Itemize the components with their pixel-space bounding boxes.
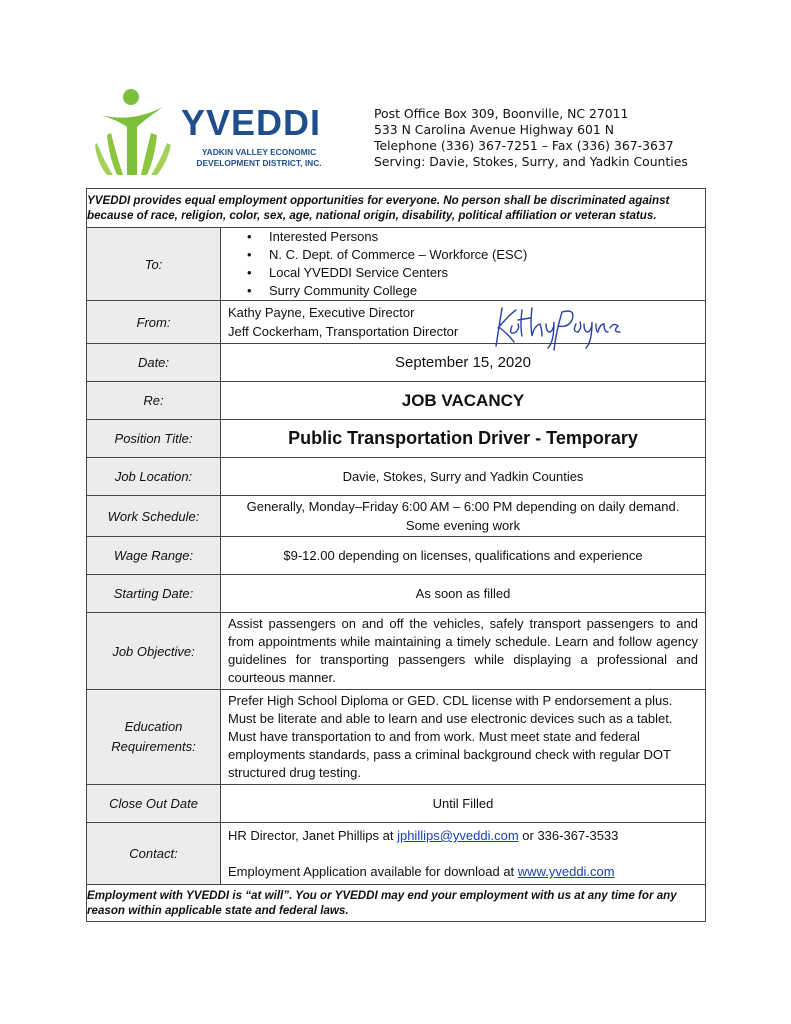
table-row <box>87 613 706 690</box>
schedule-label: Work Schedule: <box>87 496 221 537</box>
education-label <box>87 690 221 785</box>
table-row <box>87 189 706 228</box>
contact-phone: or 336-367-3533 <box>518 828 619 843</box>
address-line: 533 N Carolina Avenue Highway 601 N <box>374 122 615 137</box>
table-row <box>87 537 706 575</box>
closeout-value: Until Filled <box>221 785 706 823</box>
application-line <box>221 847 705 883</box>
logo-subtitle-line1: YADKIN VALLEY ECONOMIC <box>201 147 317 157</box>
position-label: Position Title: <box>87 420 221 458</box>
education-text: Prefer High School Diploma or GED. CDL license with P endorsement a plus. Must be literate and able to learn and use electronic devices such as a tablet. Must have transportation to and from work. Must meet state and federal employments standards, pass a criminal background check with regular DOT structured drug testing. <box>228 693 673 780</box>
table-row <box>87 690 706 785</box>
schedule-line: Generally, Monday–Friday 6:00 AM – 6:00 PM depending on daily demand. <box>246 499 680 514</box>
to-value <box>221 228 706 301</box>
table-row <box>87 496 706 537</box>
email-link[interactable]: jphillips@yveddi.com <box>397 828 519 843</box>
contact-line <box>221 823 705 847</box>
from-line: Jeff Cockerham, Transportation Director <box>228 324 459 339</box>
logo-figure-icon <box>93 87 185 179</box>
eeo-notice: YVEDDI provides equal employment opportunities for everyone. No person shall be discriminated against because of race, religion, color, sex, age, national origin, disability, political affiliation or veteran status. <box>87 189 706 228</box>
address-line: Post Office Box 309, Boonville, NC 27011 <box>374 106 629 121</box>
recipient-list <box>221 228 705 300</box>
table-row <box>87 823 706 885</box>
table-row <box>87 228 706 301</box>
logo-subtitle <box>179 147 339 169</box>
contact-prefix: HR Director, Janet Phillips at <box>228 828 398 843</box>
to-label: To: <box>87 228 221 301</box>
schedule-line: Some evening work <box>405 518 521 533</box>
table-row <box>87 382 706 420</box>
location-value: Davie, Stokes, Surry and Yadkin Counties <box>221 458 706 496</box>
wage-label: Wage Range: <box>87 537 221 575</box>
logo-wordmark: YVEDDI <box>181 102 322 143</box>
education-cell <box>221 690 706 785</box>
objective-cell <box>221 613 706 690</box>
education-label-line1: Education <box>124 719 183 734</box>
table-row <box>87 885 706 922</box>
date-value: September 15, 2020 <box>221 344 706 382</box>
schedule-value <box>221 496 706 537</box>
from-line: Kathy Payne, Executive Director <box>228 305 415 320</box>
starting-label: Starting Date: <box>87 575 221 613</box>
from-label: From: <box>87 301 221 344</box>
logo-subtitle-line2: DEVELOPMENT DISTRICT, INC. <box>196 158 322 168</box>
from-value <box>221 301 706 344</box>
table-row <box>87 420 706 458</box>
job-vacancy-table <box>86 188 706 922</box>
re-value: JOB VACANCY <box>221 382 706 420</box>
contact-label: Contact: <box>87 823 221 885</box>
yveddi-logo <box>93 87 338 179</box>
contact-cell <box>221 823 706 885</box>
at-will-notice: Employment with YVEDDI is “at will”. You or YVEDDI may end your employment with us at any time for any reason within applicable state and federal laws. <box>87 885 706 922</box>
table-row <box>87 458 706 496</box>
list-item: • Interested Persons <box>269 228 705 246</box>
objective-label: Job Objective: <box>87 613 221 690</box>
address-line: Serving: Davie, Stokes, Surry, and Yadkin Counties <box>374 154 688 169</box>
table-row <box>87 575 706 613</box>
address-line: Telephone (336) 367-7251 – Fax (336) 367-3637 <box>374 138 674 153</box>
closeout-label: Close Out Date <box>87 785 221 823</box>
list-item: • N. C. Dept. of Commerce – Workforce (ESC) <box>269 246 705 264</box>
signature-kathy-payne <box>492 302 622 352</box>
wage-value: $9-12.00 depending on licenses, qualifications and experience <box>221 537 706 575</box>
re-label: Re: <box>87 382 221 420</box>
education-label-line2: Requirements: <box>111 739 196 754</box>
table-row <box>87 785 706 823</box>
list-item: • Local YVEDDI Service Centers <box>269 264 705 282</box>
position-title: Public Transportation Driver - Temporary <box>221 420 706 458</box>
objective-text: Assist passengers on and off the vehicles, safely transport passengers to and from appointments while maintaining a timely schedule. Learn and follow agency guidelines for transporting passengers while displaying a professional and courteous manner. <box>228 616 698 685</box>
list-item: • Surry Community College <box>269 282 705 300</box>
location-label: Job Location: <box>87 458 221 496</box>
starting-value: As soon as filled <box>221 575 706 613</box>
address-block <box>374 106 688 170</box>
website-link[interactable]: www.yveddi.com <box>517 864 615 879</box>
application-prefix: Employment Application available for download at <box>228 864 518 879</box>
date-label: Date: <box>87 344 221 382</box>
